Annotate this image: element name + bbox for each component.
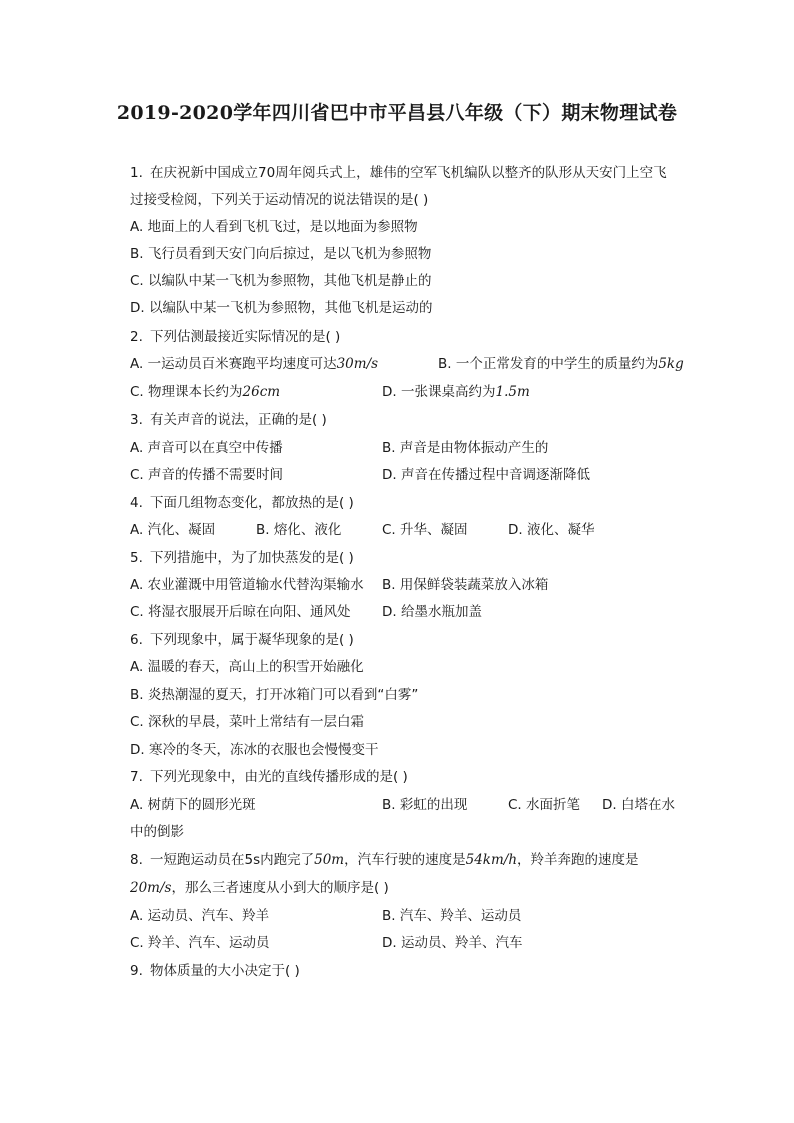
question-1-continued: 过接受检阅，下列关于运动情况的说法错误的是( ) (130, 192, 429, 208)
question-text: 下列现象中，属于凝华现象的是( ) (150, 632, 354, 648)
question-text: 下列估测最接近实际情况的是( ) (150, 329, 341, 345)
option-d: D. 寒冷的冬天，冻冰的衣服也会慢慢变干 (130, 742, 379, 758)
option-b: B. 彩虹的出现 (382, 797, 468, 813)
question-number: 6. (130, 632, 143, 648)
option-c: C. 以编队中某一飞机为参照物，其他飞机是静止的 (130, 273, 432, 289)
formula: 1.5m (495, 384, 530, 400)
question-5 (130, 549, 354, 567)
question-number: 3. (130, 412, 143, 428)
option-b: B. 飞行员看到天安门向后掠过，是以飞机为参照物 (130, 246, 432, 262)
option-c: C. 将湿衣服展开后晾在向阳、通风处 (130, 604, 351, 620)
option-text: D. 一张课桌高约为 (382, 384, 496, 400)
question-text: 物体质量的大小决定于( ) (150, 963, 300, 979)
question-number: 7. (130, 769, 143, 785)
option-a: A. 树荫下的圆形光斑 (130, 797, 256, 813)
question-number: 4. (130, 495, 143, 511)
option-a: A. 汽化、凝固 (130, 522, 216, 538)
question-text: 一短跑运动员在5s内跑完了 (150, 852, 315, 868)
option-d: D. 液化、凝华 (508, 522, 595, 538)
option-a: A. 温暖的春天，高山上的积雪开始融化 (130, 659, 364, 675)
option-a: A. 声音可以在真空中传播 (130, 440, 283, 456)
question-3 (130, 411, 327, 429)
question-text: 下列光现象中，由光的直线传播形成的是( ) (150, 769, 408, 785)
option-c (130, 383, 280, 401)
option-d: D. 白塔在水 (602, 797, 675, 813)
formula: 30m/s (336, 356, 379, 372)
option-b (438, 355, 684, 373)
question-2 (130, 328, 340, 346)
question-text: 有关声音的说法，正确的是( ) (150, 412, 327, 428)
question-8 (130, 851, 639, 869)
question-number: 9. (130, 963, 143, 979)
question-6 (130, 631, 354, 649)
question-number: 5. (130, 550, 143, 566)
question-number: 1. (130, 165, 143, 181)
formula: 5kg (658, 356, 684, 372)
question-number: 8. (130, 852, 143, 868)
question-text: ，羚羊奔跑的速度是 (517, 852, 639, 868)
option-c: C. 深秋的早晨，菜叶上常结有一层白霜 (130, 714, 365, 730)
formula: 50m (314, 852, 345, 868)
option-d: D. 以编队中某一飞机为参照物，其他飞机是运动的 (130, 300, 433, 316)
option-a (130, 355, 378, 373)
option-b: B. 用保鲜袋装蔬菜放入冰箱 (382, 577, 549, 593)
option-c: C. 羚羊、汽车、运动员 (130, 935, 270, 951)
formula: 54km/h (465, 852, 518, 868)
question-4 (130, 494, 354, 512)
option-d-continued: 中的倒影 (130, 824, 184, 840)
question-9 (130, 962, 300, 980)
formula: 26cm (242, 384, 281, 400)
option-d (382, 383, 530, 401)
question-text: ，那么三者速度从小到大的顺序是( ) (171, 880, 389, 896)
option-text: C. 物理课本长约为 (130, 384, 243, 400)
question-8-continued (130, 879, 389, 897)
option-d: D. 声音在传播过程中音调逐渐降低 (382, 467, 590, 483)
option-a: A. 农业灌溉中用管道输水代替沟渠输水 (130, 577, 364, 593)
option-a: A. 地面上的人看到飞机飞过，是以地面为参照物 (130, 219, 418, 235)
option-b: B. 声音是由物体振动产生的 (382, 440, 549, 456)
option-d: D. 给墨水瓶加盖 (382, 604, 482, 620)
question-7 (130, 768, 408, 786)
option-c: C. 声音的传播不需要时间 (130, 467, 284, 483)
question-text: ，汽车行驶的速度是 (344, 852, 466, 868)
question-number: 2. (130, 329, 143, 345)
question-1 (130, 164, 667, 182)
question-text: 下列措施中，为了加快蒸发的是( ) (150, 550, 354, 566)
option-text: B. 一个正常发育的中学生的质量约为 (438, 356, 659, 372)
option-a: A. 运动员、汽车、羚羊 (130, 908, 270, 924)
option-c: C. 升华、凝固 (382, 522, 468, 538)
option-d: D. 运动员、羚羊、汽车 (382, 935, 523, 951)
option-b: B. 炎热潮湿的夏天，打开冰箱门可以看到“白雾” (130, 687, 419, 703)
page-title: 2019-2020学年四川省巴中市平昌县八年级（下）期末物理试卷 (116, 102, 678, 124)
question-text: 下面几组物态变化，都放热的是( ) (150, 495, 354, 511)
option-text: A. 一运动员百米赛跑平均速度可达 (130, 356, 337, 372)
formula: 20m/s (130, 880, 172, 896)
question-text: 在庆祝新中国成立70周年阅兵式上，雄伟的空军飞机编队以整齐的队形从天安门上空飞 (150, 165, 667, 181)
option-b: B. 熔化、液化 (256, 522, 342, 538)
option-b: B. 汽车、羚羊、运动员 (382, 908, 522, 924)
option-c: C. 水面折笔 (508, 797, 581, 813)
